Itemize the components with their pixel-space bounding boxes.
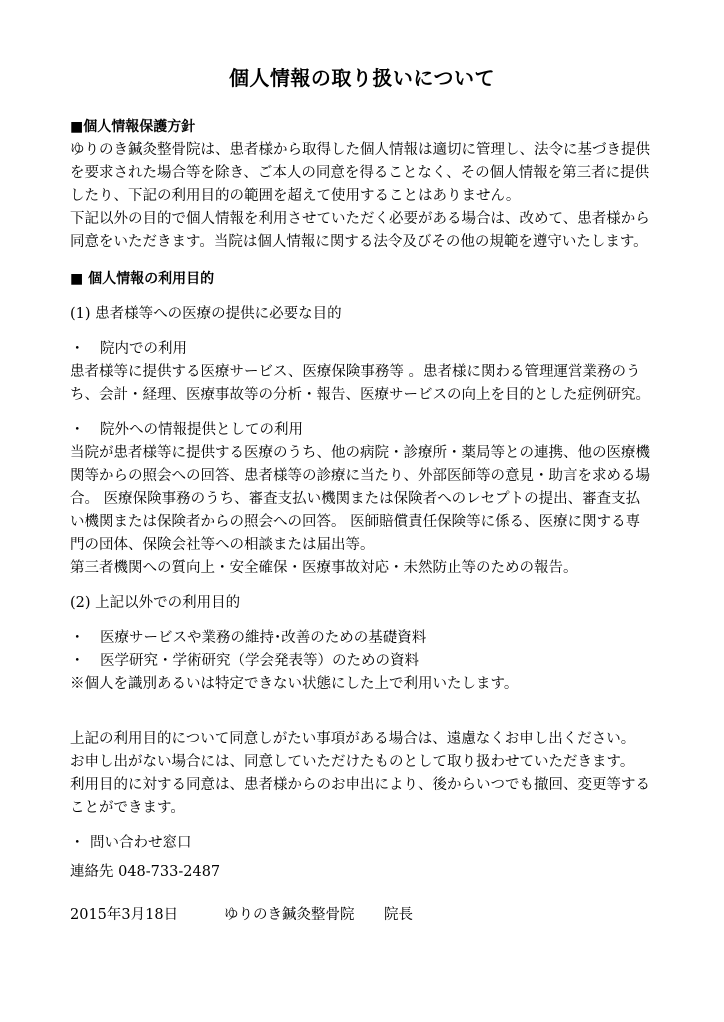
in-house-title-text: 院内での利用 bbox=[100, 341, 187, 357]
outside-title-text: 院外への情報提供としての利用 bbox=[100, 422, 303, 438]
contact-title-text: 問い合わせ窓口 bbox=[90, 835, 192, 851]
bullet-mark: ・ bbox=[70, 630, 85, 646]
consent-line: 上記の利用目的について同意しがたい事項がある場合は、遠慮なくお申し出ください。 bbox=[70, 731, 636, 747]
bullet-mark: ・ bbox=[70, 653, 85, 669]
in-house-title bbox=[70, 338, 660, 361]
outside-line: 門の団体、保険会社等への相談または届出等。 bbox=[70, 537, 375, 553]
section2-note: ※個人を識別あるいは特定できない状態にした上で利用いたします。 bbox=[70, 676, 519, 692]
policy-heading: ■個人情報保護方針 bbox=[70, 119, 196, 135]
policy-line: ゆりのき鍼灸整骨院は、患者様から取得した個人情報は適切に管理し、法令に基づき提供 bbox=[70, 142, 650, 158]
section2-item-text: 医学研究・学術研究（学会発表等）のための資料 bbox=[100, 653, 419, 669]
policy-line: 下記以外の目的で個人情報を利用させていただく必要がある場合は、改めて、患者様から bbox=[70, 211, 650, 227]
policy-line: を要求された場合等を除き、ご本人の同意を得ることなく、その個人情報を第三者に提供 bbox=[70, 165, 650, 181]
document-title: 個人情報の取り扱いについて bbox=[228, 66, 496, 90]
bullet-mark: ・ bbox=[70, 341, 85, 357]
outside-line: 第三者機関への質向上・安全確保・医療事故対応・未然防止等のための報告。 bbox=[70, 560, 578, 576]
outside-line: 当院が患者様等に提供する医療のうち、他の病院・診療所・薬局等との連携、他の医療機 bbox=[70, 445, 650, 461]
section2-item bbox=[70, 650, 660, 673]
bullet-mark: ・ bbox=[70, 835, 85, 851]
in-house-line: 患者様等に提供する医療サービス、医療保険事務等 。患者様に関わる管理運営業務のう bbox=[70, 364, 641, 380]
policy-line: したり、下記の利用目的の範囲を超えて使用することはありません。 bbox=[70, 188, 521, 204]
contact-title bbox=[70, 832, 660, 855]
bullet-mark: ・ bbox=[70, 422, 85, 438]
outside-title bbox=[70, 419, 660, 442]
outside-line: い機関または保険者からの照会への回答。 医師賠償責任保険等に係る、医療に関する専 bbox=[70, 514, 641, 530]
consent-line: お申し出がない場合には、同意していただけたものとして取り扱わせていただきます。 bbox=[70, 754, 635, 770]
section2-item-text: 医療サービスや業務の維持･改善のための基礎資料 bbox=[100, 630, 427, 646]
document-date: 2015年3月18日 bbox=[70, 907, 179, 923]
in-house-line: ち、会計・経理、医療事故等の分析・報告、医療サービスの向上を目的とした症例研究。 bbox=[70, 387, 650, 403]
section2-item bbox=[70, 627, 660, 650]
clinic-name: ゆりのき鍼灸整骨院 bbox=[224, 907, 355, 923]
outside-line: 合。 医療保険事務のうち、審査支払い機関または保険者へのレセプトの提出、審査支払 bbox=[70, 491, 641, 507]
signature-row bbox=[70, 904, 660, 927]
consent-line: 利用目的に対する同意は、患者様からのお申出により、後からいつでも撤回、変更等する bbox=[70, 777, 650, 793]
purpose-heading: ■ 個人情報の利用目的 bbox=[70, 271, 215, 287]
section1-label: (1) 患者様等への医療の提供に必要な目的 bbox=[70, 306, 342, 322]
section2-label: (2) 上記以外での利用目的 bbox=[70, 595, 241, 611]
signatory-role: 院長 bbox=[384, 907, 413, 923]
policy-line: 同意をいただきます。当院は個人情報に関する法令及びその他の規範を遵守いたします。 bbox=[70, 234, 648, 250]
outside-line: 関等からの照会への回答、患者様等の診療に当たり、外部医師等の意見・助言を求める場 bbox=[70, 468, 650, 484]
document-body bbox=[70, 116, 660, 927]
consent-line: ことができます。 bbox=[70, 800, 185, 816]
contact-phone: 連絡先 048-733-2487 bbox=[70, 864, 221, 880]
